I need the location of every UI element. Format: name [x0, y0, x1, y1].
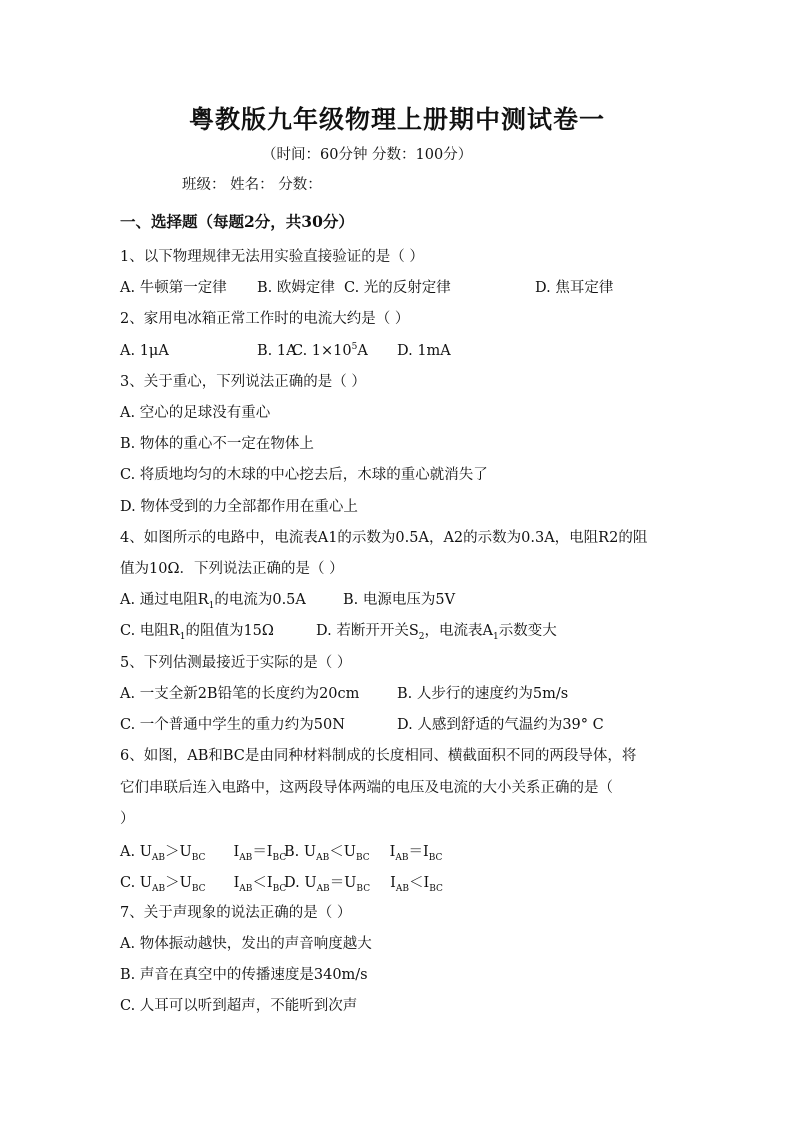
- question-1-option-b: B. 欧姆定律: [257, 280, 335, 296]
- relation: ＜I: [252, 875, 273, 891]
- question-4-option-b: B. 电源电压为5V: [343, 592, 456, 608]
- relation: ＝U: [329, 875, 357, 891]
- exam-subtitle: （时间：60分钟 分数：100分）: [262, 147, 473, 163]
- question-5-option-a: A. 一支全新2B铅笔的长度约为20cm: [120, 686, 360, 702]
- option-d-mid: ，电流表A: [424, 623, 493, 639]
- question-4-option-c: [120, 621, 274, 641]
- option-d-tail: 示数变大: [498, 623, 557, 639]
- subscript: BC: [429, 883, 443, 894]
- question-1-stem: 1、以下物理规律无法用实验直接验证的是（ ）: [120, 249, 424, 265]
- current-label: I: [233, 875, 240, 891]
- question-4-stem-line2: 值为10Ω．下列说法正确的是（ ）: [120, 561, 344, 577]
- question-5-option-b: B. 人步行的速度约为5m/s: [397, 686, 569, 702]
- option-c-unit: A: [357, 343, 368, 359]
- subscript: 1: [208, 600, 215, 611]
- relation: ＝I: [408, 844, 429, 860]
- question-1-option-d: D. 焦耳定律: [535, 280, 614, 296]
- option-a-tail: 的电流为0.5A: [214, 592, 306, 608]
- subscript: AB: [152, 883, 166, 894]
- section-heading: 一、选择题（每题2分，共30分）: [120, 212, 354, 231]
- voltage-label: C. U: [120, 875, 153, 891]
- voltage-label: D. U: [284, 875, 317, 891]
- subscript: BC: [191, 852, 206, 863]
- voltage-label: B. U: [284, 844, 317, 860]
- question-2-option-d: D. 1mA: [397, 343, 451, 359]
- question-3-option-c: C. 将质地均匀的木球的中心挖去后，木球的重心就消失了: [120, 467, 488, 483]
- question-6-option-b: [284, 842, 442, 862]
- question-6-option-d: [284, 873, 443, 893]
- page-title: 粤教版九年级物理上册期中测试卷一: [188, 105, 605, 134]
- question-3-option-a: A. 空心的足球没有重心: [120, 405, 271, 421]
- relation: ＞U: [165, 844, 192, 860]
- subscript: 1: [492, 631, 499, 642]
- relation: ＝I: [252, 844, 273, 860]
- question-7-option-c: C. 人耳可以听到超声，不能听到次声: [120, 998, 358, 1014]
- question-7-option-b: B. 声音在真空中的传播速度是340m/s: [120, 967, 368, 983]
- question-6-stem-line1: 6、如图，AB和BC是由同种材料制成的长度相同、横截面积不同的两段导体，将: [120, 748, 637, 764]
- voltage-label: A. U: [120, 844, 152, 860]
- question-6-stem-line2: 它们串联后连入电路中，这两段导体两端的电压及电流的大小关系正确的是（: [120, 780, 613, 796]
- question-6-stem-line3: ）: [120, 811, 135, 827]
- subscript: BC: [356, 883, 371, 894]
- relation: ＞U: [165, 875, 192, 891]
- subscript: AB: [395, 852, 409, 863]
- subscript: AB: [316, 883, 330, 894]
- question-2-stem: 2、家用电冰箱正常工作时的电流大约是（ ）: [120, 311, 410, 327]
- question-3-option-b: B. 物体的重心不一定在物体上: [120, 436, 314, 452]
- subscript: 1: [179, 631, 186, 642]
- current-label: I: [233, 844, 240, 860]
- question-4-option-a: [120, 590, 306, 610]
- question-4-stem-line1: 4、如图所示的电路中，电流表A1的示数为0.5A，A2的示数为0.3A，电阻R2的阻: [120, 530, 648, 546]
- option-c-tail: 的阻值为15Ω: [185, 623, 274, 639]
- current-label: I: [390, 875, 396, 891]
- subscript: AB: [151, 852, 166, 863]
- question-4-option-d: [316, 621, 557, 641]
- subscript: AB: [239, 852, 253, 863]
- subscript: BC: [191, 883, 206, 894]
- option-c-prefix: C. 1×10: [292, 343, 352, 359]
- question-2-option-a: A. 1μA: [120, 343, 169, 359]
- option-d-text: D. 若断开开关S: [316, 623, 419, 639]
- current-label: I: [389, 844, 396, 860]
- question-2-option-c: [292, 341, 368, 361]
- subscript: AB: [239, 883, 253, 894]
- student-info: 班级： 姓名： 分数：: [182, 177, 322, 193]
- subscript: BC: [272, 852, 287, 863]
- question-5-option-d: D. 人感到舒适的气温约为39° C: [397, 717, 604, 733]
- question-7-option-a: A. 物体振动越快，发出的声音响度越大: [120, 936, 372, 952]
- question-6-option-a: [120, 842, 286, 862]
- subscript: BC: [272, 883, 287, 894]
- subscript: BC: [355, 852, 370, 863]
- subscript: AB: [316, 852, 330, 863]
- relation: ＜I: [408, 875, 430, 891]
- subscript: AB: [395, 883, 409, 894]
- question-6-option-c: [120, 873, 286, 893]
- question-5-option-c: C. 一个普通中学生的重力约为50N: [120, 717, 345, 733]
- question-3-stem: 3、关于重心，下列说法正确的是（ ）: [120, 374, 366, 390]
- option-c-text: C. 电阻R: [120, 623, 180, 639]
- question-1-option-a: A. 牛顿第一定律: [120, 280, 227, 296]
- subscript: BC: [428, 852, 443, 863]
- question-2-option-b: B. 1A: [257, 343, 297, 359]
- question-3-option-d: D. 物体受到的力全部都作用在重心上: [120, 499, 358, 515]
- subscript: 2: [418, 631, 425, 642]
- option-a-text: A. 通过电阻R: [120, 592, 209, 608]
- relation: ＜U: [329, 844, 356, 860]
- question-1-option-c: C. 光的反射定律: [344, 280, 451, 296]
- exponent: 5: [351, 342, 358, 353]
- question-5-stem: 5、下列估测最接近于实际的是（ ）: [120, 655, 352, 671]
- question-7-stem: 7、关于声现象的说法正确的是（ ）: [120, 905, 352, 921]
